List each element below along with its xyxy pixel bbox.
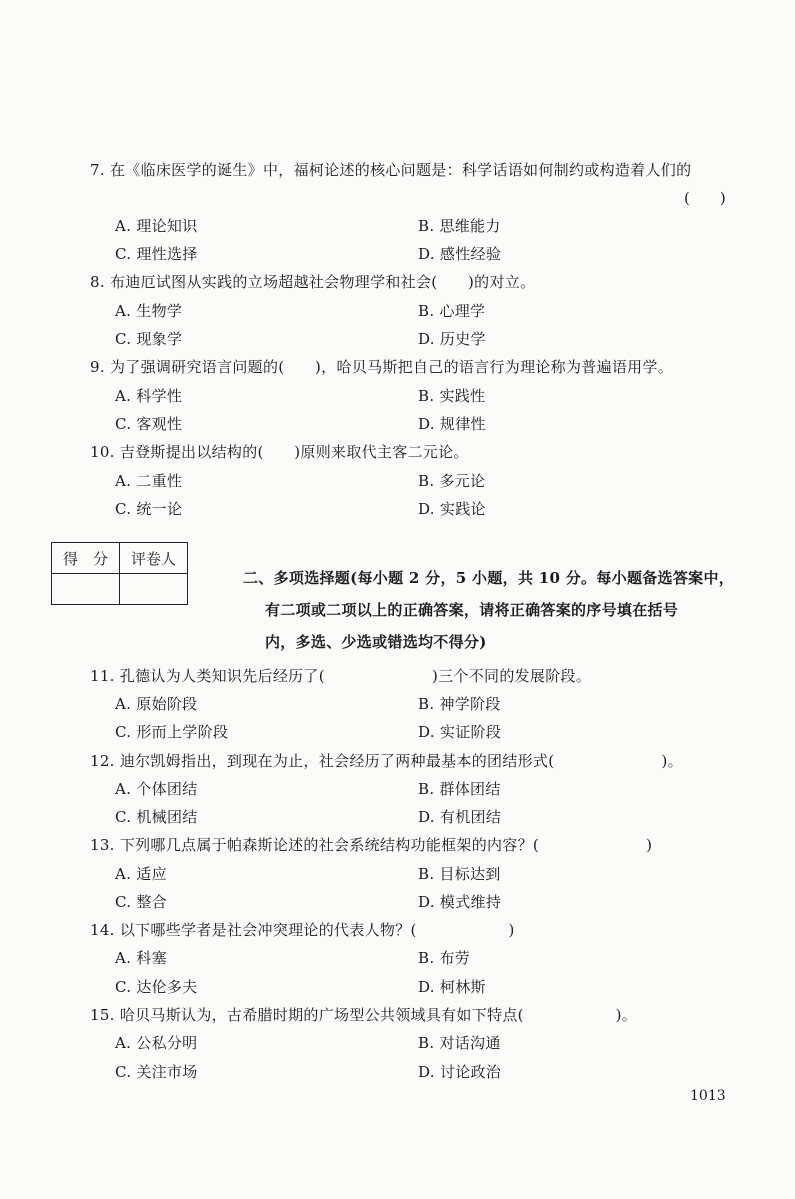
grader-header: 评卷人: [120, 543, 188, 574]
question-7-option-c: C. 理性选择: [115, 245, 198, 263]
question-7-option-a: A. 理论知识: [115, 217, 198, 235]
question-10-option-b: B. 多元论: [418, 472, 486, 490]
section-2-instructions-line-3: 内，多选、少选或错选均不得分): [265, 633, 487, 651]
question-9-option-c: C. 客观性: [115, 415, 183, 433]
question-11-stem: 11. 孔德认为人类知识先后经历了( )三个不同的发展阶段。: [90, 667, 592, 685]
question-13-option-a: A. 适应: [115, 865, 167, 883]
score-cell: [52, 574, 120, 605]
question-12-stem: 12. 迪尔凯姆指出，到现在为止，社会经历了两种最基本的团结形式( )。: [90, 752, 683, 770]
question-14-option-b: B. 布劳: [418, 949, 471, 967]
grader-cell: [120, 574, 188, 605]
question-13-option-c: C. 整合: [115, 893, 167, 911]
question-7-stem: 7. 在《临床医学的诞生》中，福柯论述的核心问题是：科学话语如何制约或构造着人们的: [90, 161, 692, 179]
question-8-stem: 8. 布迪厄试图从实践的立场超越社会物理学和社会( )的对立。: [90, 273, 536, 291]
question-11-option-b: B. 神学阶段: [418, 695, 501, 713]
question-12-option-b: B. 群体团结: [418, 780, 501, 798]
question-14-option-c: C. 达伦多夫: [115, 978, 198, 996]
question-15-stem: 15. 哈贝马斯认为，古希腊时期的广场型公共领域具有如下特点( )。: [90, 1006, 638, 1024]
question-8-option-d: D. 历史学: [418, 330, 486, 348]
question-9-option-b: B. 实践性: [418, 387, 486, 405]
question-10-option-c: C. 统一论: [115, 500, 183, 518]
score-table: [51, 542, 188, 605]
question-7-option-b: B. 思维能力: [418, 217, 501, 235]
question-8-option-b: B. 心理学: [418, 302, 486, 320]
question-9-option-a: A. 科学性: [115, 387, 183, 405]
section-2-instructions-line-1: 二、多项选择题(每小题 2 分，5 小题，共 10 分。每小题备选答案中，: [243, 569, 735, 587]
question-13-option-d: D. 模式维持: [418, 893, 502, 911]
question-13-option-b: B. 目标达到: [418, 865, 501, 883]
question-15-option-a: A. 公私分明: [115, 1034, 198, 1052]
page-number: 1013: [690, 1088, 726, 1104]
question-12-option-a: A. 个体团结: [115, 780, 198, 798]
question-10-option-a: A. 二重性: [115, 472, 183, 490]
question-14-option-d: D. 柯林斯: [418, 978, 486, 996]
question-12-option-c: C. 机械团结: [115, 808, 198, 826]
question-9-stem: 9. 为了强调研究语言问题的( )，哈贝马斯把自己的语言行为理论称为普遍语用学。: [90, 358, 674, 376]
question-9-option-d: D. 规律性: [418, 415, 486, 433]
question-11-option-a: A. 原始阶段: [115, 695, 198, 713]
question-11-option-d: D. 实证阶段: [418, 723, 502, 741]
question-15-option-c: C. 关注市场: [115, 1063, 198, 1081]
question-8-option-c: C. 现象学: [115, 330, 183, 348]
score-header: 得 分: [52, 543, 120, 574]
question-12-option-d: D. 有机团结: [418, 808, 502, 826]
question-10-stem: 10. 吉登斯提出以结构的( )原则来取代主客二元论。: [90, 443, 469, 461]
question-14-stem: 14. 以下哪些学者是社会冲突理论的代表人物？( ): [90, 921, 515, 939]
question-10-option-d: D. 实践论: [418, 500, 486, 518]
question-13-stem: 13. 下列哪几点属于帕森斯论述的社会系统结构功能框架的内容？( ): [90, 836, 653, 854]
question-7-answer-paren: ( ): [684, 189, 726, 207]
question-15-option-d: D. 讨论政治: [418, 1063, 502, 1081]
question-7-option-d: D. 感性经验: [418, 245, 502, 263]
question-15-option-b: B. 对话沟通: [418, 1034, 501, 1052]
question-8-option-a: A. 生物学: [115, 302, 183, 320]
section-2-instructions-line-2: 有二项或二项以上的正确答案，请将正确答案的序号填在括号: [265, 601, 679, 619]
question-14-option-a: A. 科塞: [115, 949, 167, 967]
question-11-option-c: C. 形而上学阶段: [115, 723, 229, 741]
